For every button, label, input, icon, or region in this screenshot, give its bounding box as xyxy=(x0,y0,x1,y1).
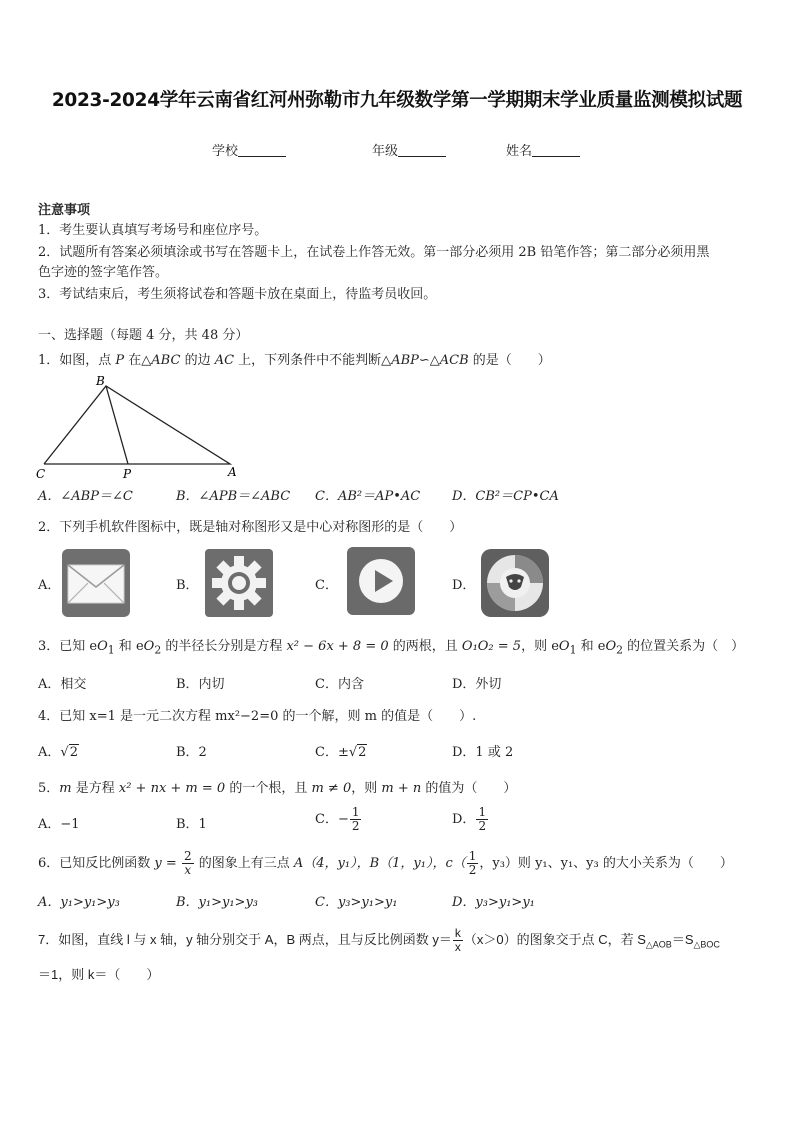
note-2-cont: 色字迹的签字笔作答。 xyxy=(38,265,169,280)
q6-text-3: ，y₃）则 y₁、y₁、y₃ 的大小关系为（ ） xyxy=(479,856,733,871)
name-field xyxy=(506,140,580,159)
q4-option-a-value: 2 xyxy=(69,745,78,760)
fraction-numerator: 1 xyxy=(351,805,360,819)
q5-option-d-fraction xyxy=(476,806,488,833)
q3-option-b[interactable]: B．内切 xyxy=(176,677,225,692)
q3-circle-symbol-3: e xyxy=(551,639,559,654)
q7-function-fraction xyxy=(453,927,463,954)
q3-circle-symbol-2: e xyxy=(135,639,144,654)
q2-option-c-label[interactable]: C． xyxy=(315,578,338,593)
q1-text-e: 的是（ ） xyxy=(468,353,551,368)
q3-option-d[interactable]: D．外切 xyxy=(452,677,502,692)
label-a: A xyxy=(228,465,237,479)
q5-text-2: 的一个根，且 xyxy=(225,781,312,796)
note-1: 1．考生要认真填写考场号和座位序号。 xyxy=(38,223,268,238)
q5-option-c-fraction xyxy=(350,806,362,833)
q3-sub-2: 2 xyxy=(154,643,162,657)
q3-text-4: ，则 xyxy=(521,639,552,654)
q5-expression: m + n xyxy=(381,781,422,796)
school-field xyxy=(212,140,286,159)
school-blank xyxy=(238,144,286,157)
q7-text-1: 7．如图，直线 l 与 x 轴，y 轴分别交于 A，B 两点，且与反比例函数 y＝ xyxy=(38,932,452,947)
q3-circle-o1: O xyxy=(97,639,108,654)
q3-sub-4: 2 xyxy=(616,643,624,657)
q1-text-d: 上，下列条件中不能判断△ xyxy=(234,353,392,368)
sqrt-symbol: √ xyxy=(348,745,358,760)
fraction-numerator: k xyxy=(454,926,461,941)
fraction-numerator: 1 xyxy=(468,849,477,863)
notes-heading: 注意事项 xyxy=(38,203,91,218)
label-c: C xyxy=(36,467,46,481)
grade-label: 年级 xyxy=(372,144,399,159)
envelope-icon[interactable] xyxy=(60,547,132,619)
q6-point-c-fraction xyxy=(467,850,479,877)
note-2: 2．试题所有答案必须填涂或书写在答题卡上，在试卷上作答无效。第一部分必须用 2B 铅笔作答；第二部分必须用黑 xyxy=(38,245,710,260)
q3-option-a[interactable]: A．相交 xyxy=(38,677,87,692)
fraction-numerator: 1 xyxy=(478,805,487,819)
q2-option-d-label[interactable]: D． xyxy=(452,578,476,593)
page-title: 2023-2024学年云南省红河州弥勒市九年级数学第一学期期末学业质量监测模拟试题 xyxy=(51,90,743,111)
q1-text-c: 的边 xyxy=(180,353,215,368)
q3-sub-3: 1 xyxy=(569,643,577,657)
triangle-abc-outline xyxy=(44,386,230,464)
q5-option-c-label: C．− xyxy=(315,812,349,827)
q4-option-a-label: A． xyxy=(38,745,61,760)
q3-text-3: 的两根，且 xyxy=(388,639,462,654)
q3-circle-o2: O xyxy=(143,639,155,654)
q4-option-d[interactable]: D．1 或 2 xyxy=(452,745,514,760)
label-b: B xyxy=(96,374,105,388)
school-label: 学校 xyxy=(212,144,239,159)
q1-text-b: 在△ xyxy=(124,353,152,368)
q6-text-2: 的图象上有三点 xyxy=(194,856,294,871)
play-icon[interactable] xyxy=(345,545,417,617)
q3-and: 和 xyxy=(114,639,136,654)
q3-and-2: 和 xyxy=(576,639,598,654)
q3-circle-symbol-4: e xyxy=(597,639,606,654)
q6-function-fraction xyxy=(182,850,194,877)
q5-option-d[interactable] xyxy=(452,806,489,833)
q1-triangle-figure xyxy=(34,374,244,482)
q7-line-2: ＝1，则 k＝（ ） xyxy=(38,967,160,982)
q3-text-1: 3．已知 xyxy=(38,639,90,654)
q3-sub-1: 1 xyxy=(107,643,115,657)
label-p: P xyxy=(123,467,132,481)
q5-option-a[interactable]: A．−1 xyxy=(38,817,80,832)
fraction-denominator: 2 xyxy=(468,863,477,877)
q5-text-3: ，则 xyxy=(351,781,382,796)
fraction-numerator: 2 xyxy=(183,849,192,863)
q1-option-c[interactable]: C．AB²＝AP•AC xyxy=(315,489,421,504)
q3-circle-o1-b: O xyxy=(558,639,570,654)
q6-text-1: 6．已知反比例函数 xyxy=(38,856,155,871)
q3-circle-symbol-1: e xyxy=(89,639,98,654)
q3-equation: x² − 6x + 8 = 0 xyxy=(286,639,389,654)
q1-option-a[interactable]: A．∠ABP＝∠C xyxy=(38,489,133,504)
q1-stem xyxy=(38,352,551,370)
q4-option-c-value: 2 xyxy=(358,745,367,760)
section-heading: 一、选择题（每题 4 分，共 48 分） xyxy=(38,328,249,343)
q3-distance: O₁O₂ = 5 xyxy=(461,639,522,654)
q3-text-2: 的半径长分别是方程 xyxy=(161,639,287,654)
q5-option-c[interactable] xyxy=(315,806,362,833)
sqrt-symbol: √ xyxy=(60,745,69,760)
q5-stem xyxy=(38,780,516,798)
gear-icon[interactable] xyxy=(203,547,275,619)
q6-point-c-start: ，c（ xyxy=(432,856,466,871)
q6-equals: = xyxy=(161,856,181,871)
grade-blank xyxy=(398,144,446,157)
q3-option-c[interactable]: C．内含 xyxy=(315,677,364,692)
fraction-denominator: 2 xyxy=(478,819,487,833)
q6-point-b: ，B（1，y₁） xyxy=(356,856,433,871)
name-label: 姓名 xyxy=(506,144,533,159)
note-3: 3．考试结束后，考生须将试卷和答题卡放在桌面上，待监考员收回。 xyxy=(38,287,437,302)
q4-option-b[interactable]: B．2 xyxy=(176,745,207,760)
q2-option-a-label[interactable]: A． xyxy=(38,578,61,593)
q4-stem: 4．已知 x=1 是一元二次方程 mx²−2=0 的一个解，则 m 的值是（ ）. xyxy=(38,709,477,724)
q1-text-a: 1．如图，点 xyxy=(38,353,116,368)
name-blank xyxy=(532,144,580,157)
q1-option-b[interactable]: B．∠APB＝∠ABC xyxy=(176,489,291,504)
q5-option-d-label: D． xyxy=(452,812,476,827)
q5-equation: x² + nx + m = 0 xyxy=(118,781,226,796)
q1-triangle-acb: ACB xyxy=(439,353,469,368)
q4-option-a[interactable] xyxy=(38,744,79,762)
q7-sub-boc: △BOC xyxy=(693,939,720,950)
q6-stem xyxy=(38,850,733,878)
q3-circle-o2-b: O xyxy=(605,639,617,654)
q6-var-y: y xyxy=(154,856,162,871)
cow-swirl-icon[interactable] xyxy=(479,547,551,619)
q1-option-d[interactable]: D．CB²＝CP•CA xyxy=(452,489,559,504)
grade-field xyxy=(372,140,446,159)
q7-stem xyxy=(38,926,720,959)
q3-text-5: 的位置关系为（ ） xyxy=(623,639,745,654)
q3-stem xyxy=(38,638,744,660)
fraction-denominator: x xyxy=(454,940,461,955)
q5-var-m: m xyxy=(59,781,72,796)
q5-text-4: 的值为（ ） xyxy=(421,781,517,796)
q5-text-1: 是方程 xyxy=(71,781,119,796)
q2-stem: 2．下列手机软件图标中，既是轴对称图形又是中心对称图形的是（ ） xyxy=(38,520,463,535)
q1-point-p: P xyxy=(115,353,125,368)
q7-text-3: ＝S xyxy=(671,932,694,947)
q4-option-c-label: C．± xyxy=(315,745,349,760)
q7-text-2: （x＞0）的图象交于点 C，若 S xyxy=(463,932,646,947)
q7-sub-aob: △AOB xyxy=(645,939,672,950)
q4-option-c[interactable] xyxy=(315,744,367,762)
q6-option-d[interactable]: D．y₃>y₁>y₁ xyxy=(452,895,535,910)
q1-side-ac: AC xyxy=(214,353,235,368)
q5-number: 5． xyxy=(38,781,60,796)
q6-option-c[interactable]: C．y₃>y₁>y₁ xyxy=(315,895,398,910)
fraction-denominator: x xyxy=(184,863,192,877)
q1-triangle-abc: ABC xyxy=(151,353,181,368)
q6-option-a[interactable]: A．y₁>y₁>y₃ xyxy=(38,895,120,910)
q1-similar-symbol: ∽△ xyxy=(418,353,440,368)
q1-triangle-abp: ABP xyxy=(391,353,419,368)
q5-condition: m ≠ 0 xyxy=(311,781,352,796)
q2-option-b-label[interactable]: B． xyxy=(176,578,199,593)
q5-option-b[interactable]: B．1 xyxy=(176,817,207,832)
fraction-denominator: 2 xyxy=(351,819,360,833)
q6-point-a: A（4，y₁） xyxy=(293,856,357,871)
q6-option-b[interactable]: B．y₁>y₁>y₃ xyxy=(176,895,259,910)
